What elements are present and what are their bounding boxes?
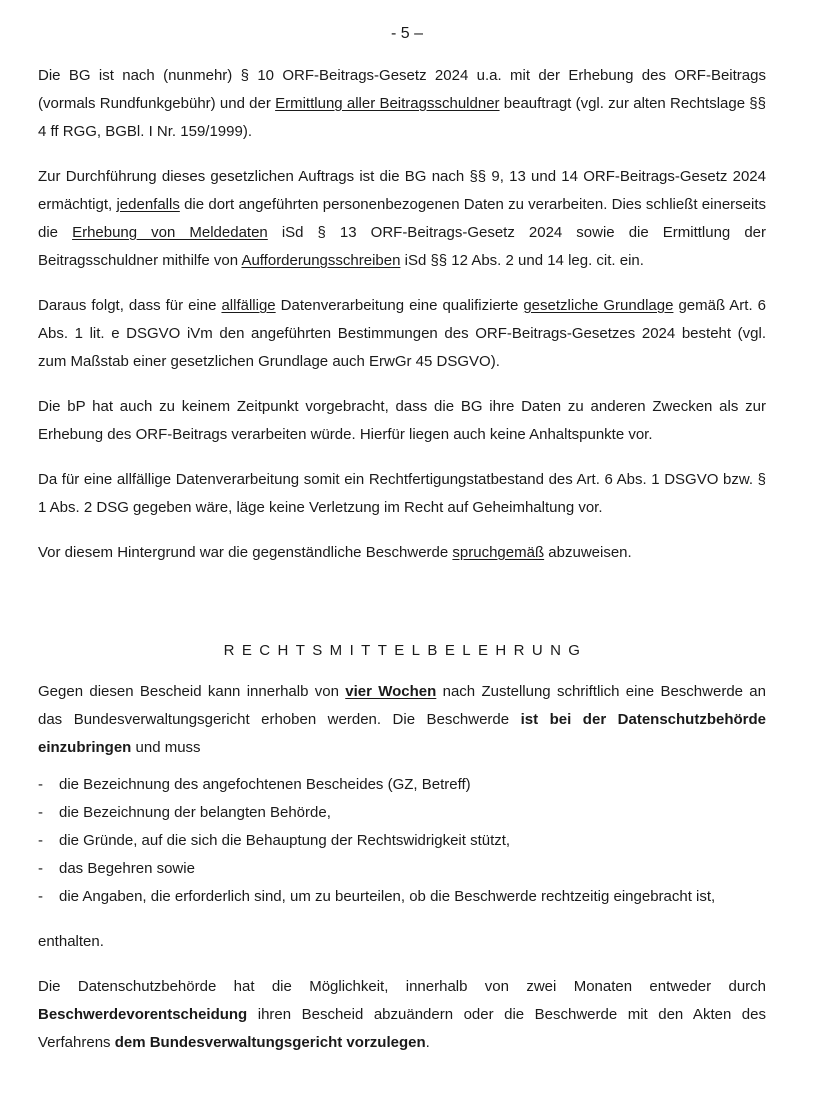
p3-text-b: Datenverarbeitung eine qualifizierte (275, 297, 524, 314)
list-item-text: das Begehren sowie (59, 860, 195, 877)
p1-text-a: Die BG ist nach (nunmehr) § 10 ORF-Beitrags-Gesetz 2024 u.a. mit der Erhebung des ORF-Beitrags (vormals Rundfunkgebühr) und der (38, 67, 766, 112)
p7-bold-1: ist bei der Datenschutzbehörde einzubringen (38, 711, 767, 756)
list-dash: - (38, 888, 43, 905)
p9-text-a: Die Datenschutzbehörde hat die Möglichkeit, innerhalb von zwei Monaten entweder durch (38, 978, 766, 995)
list-dash: - (38, 860, 43, 877)
p3-text-c: gemäß Art. 6 Abs. 1 lit. e DSGVO iVm den angeführten Bestimmungen des ORF-Beitrags-Gesetzes 2024 besteht (vgl. zum Maßstab einer gesetzlichen Grundlage auch ErwGr 45 DSGVO). (38, 297, 766, 370)
p7-text-a: Gegen diesen Bescheid kann innerhalb von (38, 683, 346, 700)
p6-text-b: abzuweisen. (544, 544, 632, 561)
p3-underlined-1: allfällige (221, 297, 276, 314)
requirements-list (38, 771, 766, 911)
page-number: - 5 – (390, 25, 423, 42)
p9-text-b: ihren Bescheid abzuändern oder die Beschwerde mit den Akten des Verfahrens (38, 1006, 766, 1051)
list-item (38, 883, 766, 911)
section-title: RECHTSMITTELBELEHRUNG (223, 642, 588, 659)
paragraph-9 (38, 973, 766, 1057)
paragraph-8: enthalten. (38, 933, 104, 950)
p3-underlined-2: gesetzliche Grundlage (523, 297, 674, 314)
paragraph-2 (38, 163, 766, 275)
p2-text-c: iSd § 13 ORF-Beitrags-Gesetz 2024 sowie die Ermittlung der Beitragsschuldner mithilfe von (38, 224, 766, 269)
p2-underlined-3: Aufforderungsschreiben (241, 252, 401, 269)
p1-underlined-1: Ermittlung aller Beitragsschuldner (275, 95, 500, 112)
list-item (38, 771, 766, 799)
p3-text-a: Daraus folgt, dass für eine (38, 297, 222, 314)
p7-text-c: und muss (131, 739, 201, 756)
p6-underlined-1: spruchgemäß (452, 544, 545, 561)
p2-underlined-1: jedenfalls (116, 196, 180, 213)
p9-bold-1: Beschwerdevorentscheidung (38, 1006, 248, 1023)
list-item-text: die Bezeichnung des angefochtenen Bescheides (GZ, Betreff) (59, 776, 471, 793)
list-item-text: die Angaben, die erforderlich sind, um zu beurteilen, ob die Beschwerde rechtzeitig eingebracht ist, (59, 888, 716, 905)
p9-bold-2: dem Bundesverwaltungsgericht vorzulegen (114, 1034, 426, 1051)
document-body (38, 62, 766, 1057)
p2-text-b: die dort angeführten personenbezogenen Daten zu verarbeiten. Dies schließt einerseits die (38, 196, 766, 241)
p2-underlined-2: Erhebung von Meldedaten (72, 224, 268, 241)
p2-text-a: Zur Durchführung dieses gesetzlichen Auftrags ist die BG nach §§ 9, 13 und 14 ORF-Beitrags-Gesetz 2024 ermächtigt, (38, 168, 766, 213)
p2-text-d: iSd §§ 12 Abs. 2 und 14 leg. cit. ein. (400, 252, 644, 269)
paragraph-3 (38, 292, 766, 376)
p1-text-b: beauftragt (vgl. zur alten Rechtslage §§ 4 ff RGG, BGBl. I Nr. 159/1999). (38, 95, 766, 140)
p7-text-b: nach Zustellung schriftlich eine Beschwerde an das Bundesverwaltungsgericht erhoben werden. Die Beschwerde (38, 683, 766, 728)
paragraph-6 (38, 539, 766, 567)
list-dash: - (38, 776, 43, 793)
paragraph-5: Da für eine allfällige Datenverarbeitung somit ein Rechtfertigungstatbestand des Art. 6 Abs. 1 DSGVO bzw. § 1 Abs. 2 DSG gegeben wäre, läge keine Verletzung im Recht auf Geheimhaltung vor. (38, 471, 766, 516)
paragraph-4: Die bP hat auch zu keinem Zeitpunkt vorgebracht, dass die BG ihre Daten zu anderen Zwecken als zur Erhebung des ORF-Beitrags verarbeiten würde. Hierfür liegen auch keine Anhaltspunkte vor. (38, 398, 766, 443)
list-item (38, 827, 766, 855)
list-dash: - (38, 804, 43, 821)
p6-text-a: Vor diesem Hintergrund war die gegenständliche Beschwerde (38, 544, 453, 561)
list-item (38, 799, 766, 827)
paragraph-1 (38, 62, 766, 146)
list-item-text: die Gründe, auf die sich die Behauptung der Rechtswidrigkeit stützt, (59, 832, 511, 849)
p7-bold-underlined-1: vier Wochen (345, 683, 437, 700)
paragraph-7 (38, 678, 766, 762)
list-item-text: die Bezeichnung der belangten Behörde, (59, 804, 331, 821)
list-dash: - (38, 832, 43, 849)
p9-text-c: . (425, 1034, 430, 1051)
list-item (38, 855, 766, 883)
